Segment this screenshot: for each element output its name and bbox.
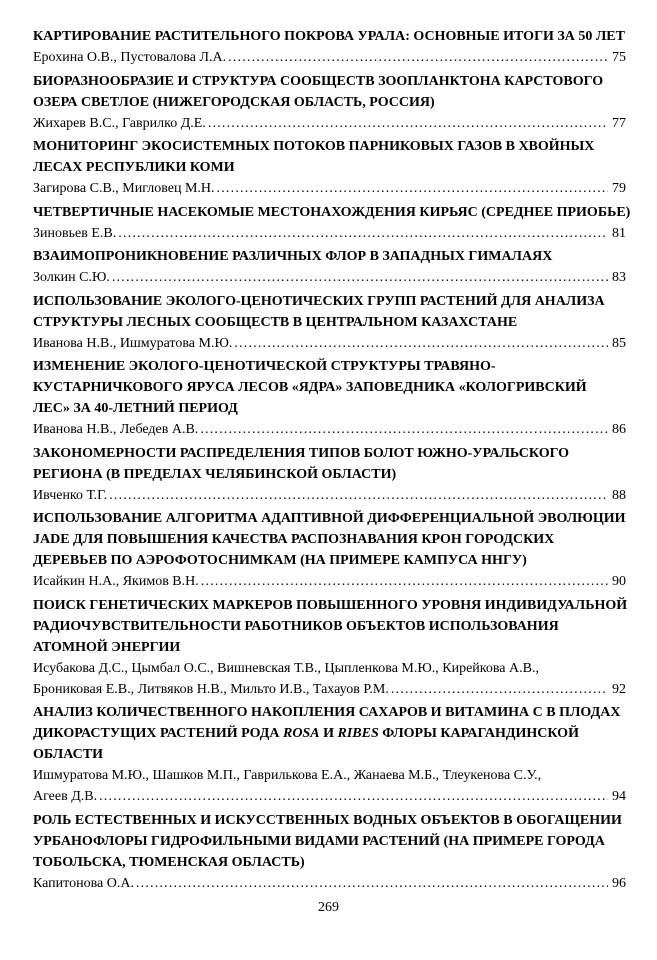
entry-page-number: 92 — [612, 681, 626, 697]
dot-leader — [208, 113, 608, 134]
entry-page-number: 75 — [612, 50, 626, 65]
entry-title-line: РОЛЬ ЕСТЕСТВЕННЫХ И ИСКУССТВЕННЫХ ВОДНЫХ ОБЪЕКТОВ В ОБОГАЩЕНИИ — [33, 812, 622, 828]
entry-title-line: РАДИОЧУВСТВИТЕЛЬНОСТИ РАБОТНИКОВ ОБЪЕКТОВ ИСПОЛЬЗОВАНИЯ — [33, 618, 559, 634]
entry-authors-text: Жихарев В.С., Гаврилко Д.Е. — [33, 115, 206, 131]
entry-authors-text: Ишмуратова М.Ю., Шашков М.П., Гаврилькова Е.А., Жанаева М.Б., Тлеукенова С.У., — [33, 768, 542, 783]
entry-page-number: 81 — [612, 225, 626, 241]
entry-title-line: ИСПОЛЬЗОВАНИЕ ЭКОЛОГО-ЦЕНОТИЧЕСКИХ ГРУПП РАСТЕНИЙ ДЛЯ АНАЛИЗА — [33, 293, 605, 309]
entry-authors-line — [33, 658, 626, 679]
toc-entry — [33, 202, 631, 244]
entry-title-line: СТРУКТУРЫ ЛЕСНЫХ СООБЩЕСТВ В ЦЕНТРАЛЬНОМ КАЗАХСТАНЕ — [33, 314, 518, 330]
entry-authors-line — [33, 571, 626, 592]
entry-authors-line — [33, 267, 626, 288]
dot-leader — [118, 223, 608, 244]
entry-title-line: ЗАКОНОМЕРНОСТИ РАСПРЕДЕЛЕНИЯ ТИПОВ БОЛОТ ЮЖНО-УРАЛЬСКОГО — [33, 445, 570, 461]
toc-entry — [33, 443, 626, 506]
entry-title-line: ПОИСК ГЕНЕТИЧЕСКИХ МАРКЕРОВ ПОВЫШЕННОГО УРОВНЯ ИНДИВИДУАЛЬНОЙ — [33, 597, 628, 613]
entry-authors-line — [33, 765, 626, 786]
entry-page-number: 88 — [612, 487, 626, 503]
entry-authors-line — [33, 786, 626, 807]
entry-authors-text: Агеев Д.В. — [33, 789, 98, 804]
entry-authors-text: Загирова С.В., Мигловец М.Н. — [33, 181, 215, 196]
page-footer — [0, 897, 657, 918]
entry-authors-text: Исайкин Н.А., Якимов В.Н. — [33, 574, 199, 589]
entry-page-number: 90 — [612, 574, 626, 589]
toc-entry — [33, 595, 626, 700]
toc-list — [33, 26, 631, 896]
entry-authors-text: Иванова Н.В., Лебедев А.В. — [33, 422, 199, 437]
entry-authors-line — [33, 873, 626, 894]
toc-entry — [33, 246, 626, 288]
dot-leader — [391, 679, 608, 700]
entry-authors-text: Ивченко Т.Г. — [33, 487, 108, 503]
entry-authors-text: Ерохина О.В., Пустовалова Л.А. — [33, 50, 227, 65]
entry-title-line: МОНИТОРИНГ ЭКОСИСТЕМНЫХ ПОТОКОВ ПАРНИКОВЫХ ГАЗОВ В ХВОЙНЫХ — [33, 139, 595, 154]
entry-title-line: УРБАНОФЛОРЫ ГИДРОФИЛЬНЫМИ ВИДАМИ РАСТЕНИЙ (НА ПРИМЕРЕ ГОРОДА — [33, 833, 605, 849]
entry-title-line: ТОБОЛЬСКА, ТЮМЕНСКАЯ ОБЛАСТЬ) — [33, 854, 305, 870]
dot-leader — [201, 571, 608, 592]
toc-entry — [33, 810, 626, 894]
entry-title-line: ИСПОЛЬЗОВАНИЕ АЛГОРИТМА АДАПТИВНОЙ ДИФФЕРЕНЦИАЛЬНОЙ ЭВОЛЮЦИИ — [33, 511, 626, 526]
entry-authors-text: Исубакова Д.С., Цымбал О.С., Вишневская Т.В., Цыпленкова М.Ю., Кирейкова А.В., — [33, 660, 539, 676]
entry-title-line: ЧЕТВЕРТИЧНЫЕ НАСЕКОМЫЕ МЕСТОНАХОЖДЕНИЯ КИРЬЯС (СРЕДНЕЕ ПРИОБЬЕ) — [33, 204, 631, 220]
entry-authors-line — [33, 47, 626, 68]
entry-page-number: 77 — [612, 115, 626, 131]
entry-authors-text: Зиновьев Е.В. — [33, 225, 117, 241]
entry-title-line: ВЗАИМОПРОНИКНОВЕНИЕ РАЗЛИЧНЫХ ФЛОР В ЗАПАДНЫХ ГИМАЛАЯХ — [33, 249, 553, 264]
entry-title-line: АТОМНОЙ ЭНЕРГИИ — [33, 639, 181, 655]
entry-title-line: JADE ДЛЯ ПОВЫШЕНИЯ КАЧЕСТВА РАСПОЗНАВАНИЯ КРОН ГОРОДСКИХ — [33, 532, 555, 547]
entry-authors-line — [33, 679, 626, 700]
entry-title-line: ДИКОРАСТУЩИХ РАСТЕНИЙ РОДА ROSA И RIBES ФЛОРЫ КАРАГАНДИНСКОЙ — [33, 726, 579, 741]
dot-leader — [200, 419, 608, 440]
entry-authors-text: Капитонова О.А. — [33, 875, 134, 891]
dot-leader — [234, 333, 608, 354]
entry-title-line: БИОРАЗНООБРАЗИЕ И СТРУКТУРА СООБЩЕСТВ ЗООПЛАНКТОНА КАРСТОВОГО — [33, 73, 604, 89]
entry-title-line: ОЗЕРА СВЕТЛОЕ (НИЖЕГОРОДСКАЯ ОБЛАСТЬ, РОССИЯ) — [33, 94, 435, 110]
entry-authors-line — [33, 485, 626, 506]
entry-authors-text: Золкин С.Ю. — [33, 270, 110, 285]
entry-page-number: 94 — [612, 789, 626, 804]
entry-authors-line — [33, 178, 626, 199]
entry-title-line: ИЗМЕНЕНИЕ ЭКОЛОГО-ЦЕНОТИЧЕСКОЙ СТРУКТУРЫ ТРАВЯНО- — [33, 359, 496, 374]
toc-entry — [33, 508, 626, 592]
entry-title-line: ОБЛАСТИ — [33, 747, 103, 762]
entry-title-line: АНАЛИЗ КОЛИЧЕСТВЕННОГО НАКОПЛЕНИЯ САХАРОВ И ВИТАМИНА С В ПЛОДАХ — [33, 705, 621, 720]
latin-genus-name-italic: ROSA — [283, 726, 320, 741]
entry-authors-line — [33, 223, 626, 244]
entry-authors-line — [33, 333, 626, 354]
entry-page-number: 85 — [612, 335, 626, 351]
dot-leader — [109, 485, 608, 506]
entry-authors-line — [33, 113, 626, 134]
entry-title-line: ЛЕС» ЗА 40-ЛЕТНИЙ ПЕРИОД — [33, 401, 238, 416]
entry-title-line: РЕГИОНА (В ПРЕДЕЛАХ ЧЕЛЯБИНСКОЙ ОБЛАСТИ) — [33, 466, 397, 482]
dot-leader — [217, 178, 608, 199]
toc-entry — [33, 136, 626, 199]
dot-leader — [136, 873, 608, 894]
entry-title-line: КАРТИРОВАНИЕ РАСТИТЕЛЬНОГО ПОКРОВА УРАЛА: ОСНОВНЫЕ ИТОГИ ЗА 50 ЛЕТ — [33, 29, 625, 44]
entry-title-line: ДЕРЕВЬЕВ ПО АЭРОФОТОСНИМКАМ (НА ПРИМЕРЕ КАМПУСА ННГУ) — [33, 553, 527, 568]
toc-entry — [33, 291, 626, 354]
dot-leader — [228, 47, 608, 68]
entry-title-line: КУСТАРНИЧКОВОГО ЯРУСА ЛЕСОВ «ЯДРА» ЗАПОВЕДНИКА «КОЛОГРИВСКИЙ — [33, 380, 587, 395]
toc-entry — [33, 356, 626, 440]
entry-page-number: 86 — [612, 422, 626, 437]
entry-authors-text: Иванова Н.В., Ишмуратова М.Ю. — [33, 335, 233, 351]
folio-page-number: 269 — [318, 900, 339, 915]
entry-title-line: ЛЕСАХ РЕСПУБЛИКИ КОМИ — [33, 160, 235, 175]
entry-authors-line — [33, 419, 626, 440]
toc-entry — [33, 26, 626, 68]
entry-page-number: 83 — [612, 270, 626, 285]
entry-page-number: 79 — [612, 181, 626, 196]
toc-entry — [33, 702, 626, 807]
latin-genus-name-italic: RIBES — [337, 726, 379, 741]
toc-entry — [33, 71, 626, 134]
entry-authors-text: Брониковая Е.В., Литвяков Н.В., Мильто И.В., Тахауов Р.М. — [33, 681, 389, 697]
dot-leader — [112, 267, 608, 288]
dot-leader — [99, 786, 608, 807]
entry-page-number: 96 — [612, 875, 626, 891]
